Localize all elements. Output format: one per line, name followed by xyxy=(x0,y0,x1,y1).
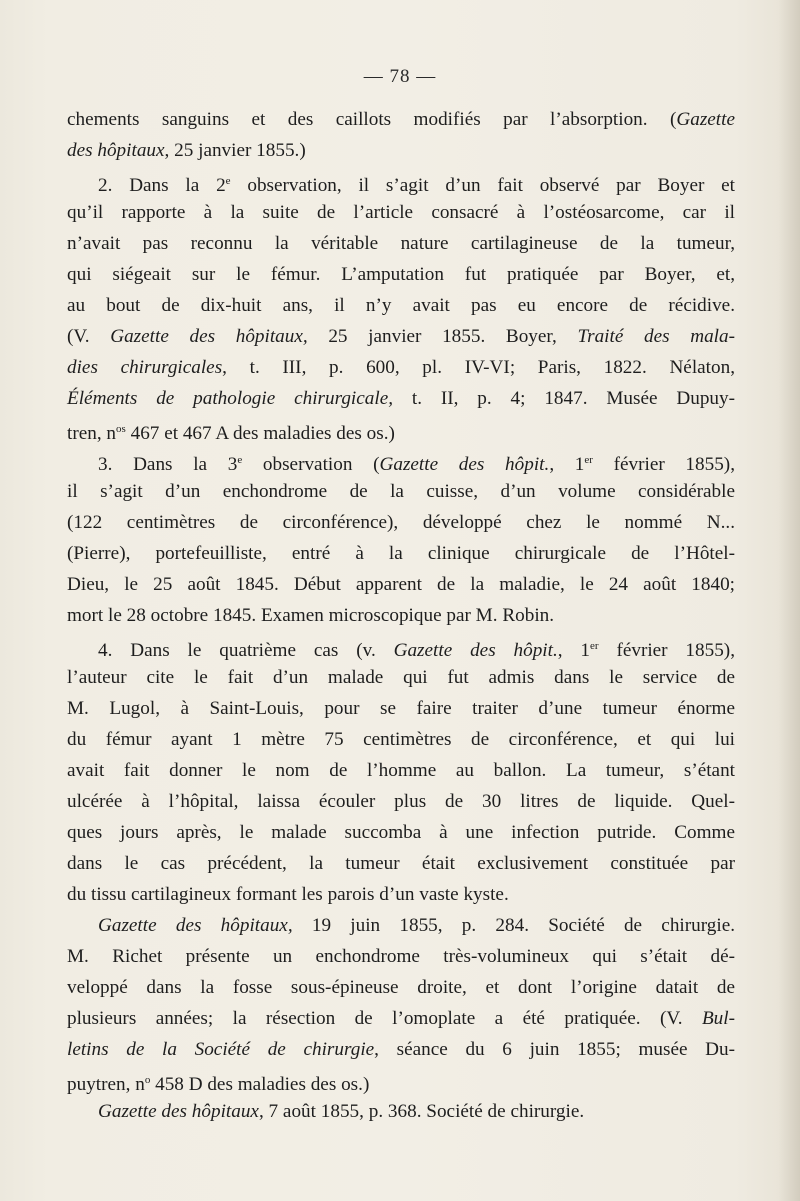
text-line: Dieu, le 25 août 1845. Début apparent de la maladie, le 24 août 1840; xyxy=(67,574,735,595)
text-line: letins de la Société de chirurgie, séance du 6 juin 1855; musée Du- xyxy=(67,1039,735,1060)
text-line: Gazette des hôpitaux, 19 juin 1855, p. 284. Société de chirurgie. xyxy=(98,915,736,936)
text-line: du tissu cartilagineux formant les parois d’un vaste kyste. xyxy=(67,884,509,905)
text-line: puytren, $n^o$ 458 D des maladies des os.) xyxy=(67,1074,370,1095)
text-line: plusieurs années; la résection de l’omoplate a été pratiquée. (V. Bul- xyxy=(67,1008,735,1029)
text-line: n’avait pas reconnu la véritable nature cartilagineuse de la tumeur, xyxy=(67,233,735,254)
text-line: 4. Dans le quatrième cas (v. Gazette des hôpit., 1er février 1855), xyxy=(98,640,735,661)
text-line: qui siégeait sur le fémur. L’amputation fut pratiquée par Boyer, et, xyxy=(67,264,735,285)
text-line: (V. Gazette des hôpitaux, 25 janvier 1855. Boyer, Traité des mala- xyxy=(67,326,735,347)
text-line: au bout de dix-huit ans, il n’y avait pas eu encore de récidive. xyxy=(67,295,735,316)
text-line: dans le cas précédent, la tumeur était exclusivement constituée par xyxy=(67,853,735,874)
text-line: du fémur ayant 1 mètre 75 centimètres de circonférence, et qui lui xyxy=(67,729,735,750)
text-line: chements sanguins et des caillots modifiés par l’absorption. (Gazette xyxy=(67,109,735,130)
text-line: veloppé dans la fosse sous-épineuse droite, et dont l’origine datait de xyxy=(67,977,735,998)
text-line: M. Richet présente un enchondrome très-volumineux qui s’était dé- xyxy=(67,946,735,967)
text-line: 3. Dans la 3e observation (Gazette des hôpit., 1er février 1855), xyxy=(98,454,735,475)
text-line: avait fait donner le nom de l’homme au ballon. La tumeur, s’étant xyxy=(67,760,735,781)
page-edge-shadow xyxy=(778,0,800,1201)
text-line: ulcérée à l’hôpital, laissa écouler plus de 30 litres de liquide. Quel- xyxy=(67,791,735,812)
text-line: des hôpitaux, 25 janvier 1855.) xyxy=(67,140,306,161)
text-line: mort le 28 octobre 1845. Examen microscopique par M. Robin. xyxy=(67,605,555,626)
text-line: l’auteur cite le fait d’un malade qui fut admis dans le service de xyxy=(67,667,735,688)
text-line: Gazette des hôpitaux, 7 août 1855, p. 368. Société de chirurgie. xyxy=(98,1101,585,1122)
body-text xyxy=(67,104,735,1127)
text-line: tren, $n^{os}$ 467 et 467 A des maladies des os.) xyxy=(67,423,395,444)
text-line: qu’il rapporte à la suite de l’article consacré à l’ostéosarcome, car il xyxy=(67,202,735,223)
text-line: ques jours après, le malade succomba à une infection putride. Comme xyxy=(67,822,735,843)
text-line: dies chirurgicales, t. III, p. 600, pl. IV-VI; Paris, 1822. Nélaton, xyxy=(67,357,735,378)
text-line: 2. Dans la 2e observation, il s’agit d’un fait observé par Boyer et xyxy=(98,175,736,196)
text-line: il s’agit d’un enchondrome de la cuisse, d’un volume considérable xyxy=(67,481,735,502)
text-line: (Pierre), portefeuilliste, entré à la clinique chirurgicale de l’Hôtel- xyxy=(67,543,735,564)
text-line: (122 centimètres de circonférence), développé chez le nommé N... xyxy=(67,512,735,533)
text-line: Éléments de pathologie chirurgicale, t. II, p. 4; 1847. Musée Dupuy- xyxy=(67,388,736,409)
text-line: M. Lugol, à Saint-Louis, pour se faire traiter d’une tumeur énorme xyxy=(67,698,735,719)
page-number: — 78 — xyxy=(363,66,437,87)
